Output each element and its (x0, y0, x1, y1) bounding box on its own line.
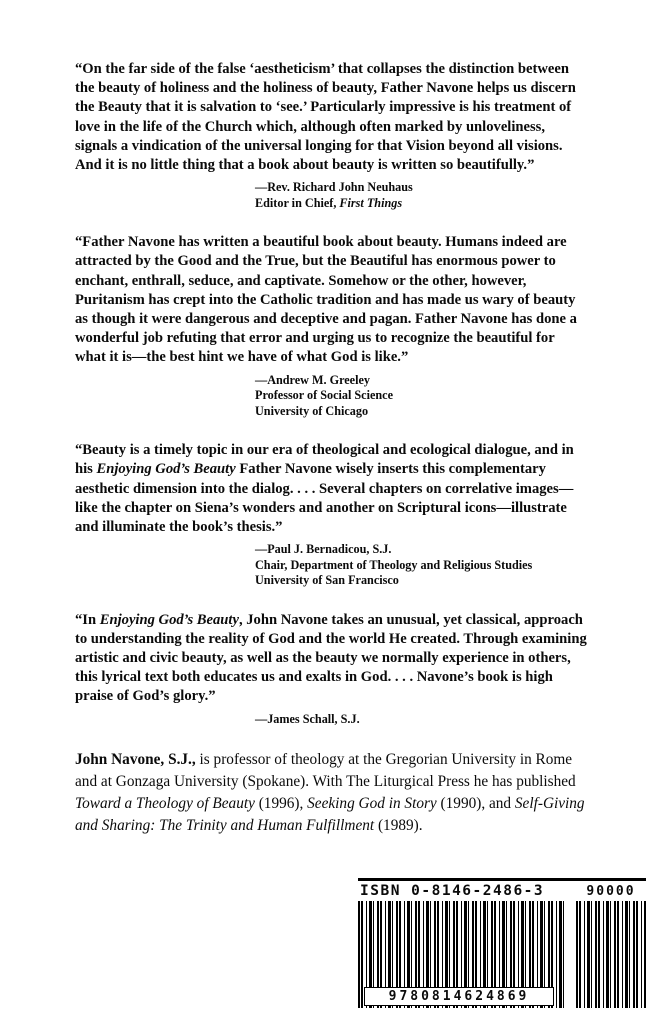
barcode-row (358, 881, 646, 1008)
blurb-attribution (255, 542, 587, 589)
blurb-attribution (255, 373, 587, 420)
isbn-label: ISBN 0-8146-2486-3 (360, 883, 545, 899)
barcode-main (358, 881, 564, 1008)
attribution-line: —James Schall, S.J. (255, 711, 360, 726)
blurb (75, 60, 587, 211)
barcode-number: 9780814624869 (364, 987, 554, 1006)
blurb (75, 233, 587, 419)
blurb-paragraph: “Father Navone has written a beautiful book about beauty. Humans indeed are attracted by the Good and the True, but the Beautiful has enormous power to enchant, enthrall, seduce, and captivate. Somehow or the other, however, Puritanism has crept into the Catholic tradition and has made us wary of beauty as though it were dangerous and deceptive and pagan. Father Navone has done a wonderful job refuting that error and urging us to recognize the beautiful for what it is—the best hint we have of what God is like.” (75, 234, 577, 366)
supplement-number: 90000 (586, 884, 636, 899)
blurb (75, 441, 587, 589)
attribution-line: Professor of Social Science (255, 388, 393, 403)
supplement-bars (576, 901, 646, 1008)
attribution-line: Chair, Department of Theology and Religious Studies (255, 557, 533, 572)
blurb (75, 611, 587, 728)
barcode-supplement (576, 881, 646, 1008)
barcode-block (358, 878, 646, 1010)
blurb-paragraph: “Beauty is a timely topic in our era of theological and ecological dialogue, and in his Enjoying God’s Beauty Father Navone wisely inserts this complementary aesthetic dimension into the dialog. . . . Several chapters on correlative images—like the chapter on Siena’s wonders and another on Scriptural icons—illustrate and illuminate the book’s thesis.” (75, 442, 574, 535)
attribution-line: University of San Francisco (255, 573, 399, 588)
blurb-attribution (255, 712, 587, 728)
attribution-line: University of Chicago (255, 403, 369, 418)
attribution-line: Editor in Chief, First Things (255, 195, 403, 210)
back-cover-content (75, 60, 587, 837)
attribution-line: —Paul J. Bernadicou, S.J. (255, 542, 392, 557)
blurb-attribution (255, 180, 587, 211)
attribution-line: —Andrew M. Greeley (255, 372, 370, 387)
blurb-paragraph: “In Enjoying God’s Beauty, John Navone takes an unusual, yet classical, approach to understanding the reality of God and the world He created. Through examining artistic and civic beauty, as well as the beauty we normally experience in others, this lyrical text both educates us and exalts in God. . . . Navone’s book is high praise of God’s glory.” (75, 611, 587, 705)
author-bio: John Navone, S.J., is professor of theology at the Gregorian University in Rome and at Gonzaga University (Spokane). With The Liturgical Press he has published Toward a Theology of Beauty (1996), Seeking God in Story (1990), and Self-Giving and Sharing: The Trinity and Human Fulfillment (1989). (75, 751, 585, 835)
blurb-paragraph: “On the far side of the false ‘aestheticism’ that collapses the distinction between the beauty of holiness and the holiness of beauty, Father Navone helps us discern the Beauty that it is salvation to ‘see.’ Particularly impressive is his treatment of love in the life of the Church which, although often marked by unloveliness, signals a vindication of the universal longing for that Vision beyond all visions. And it is no little thing that a book about beauty is written so beautifully.” (75, 61, 576, 174)
attribution-line: —Rev. Richard John Neuhaus (255, 180, 413, 195)
